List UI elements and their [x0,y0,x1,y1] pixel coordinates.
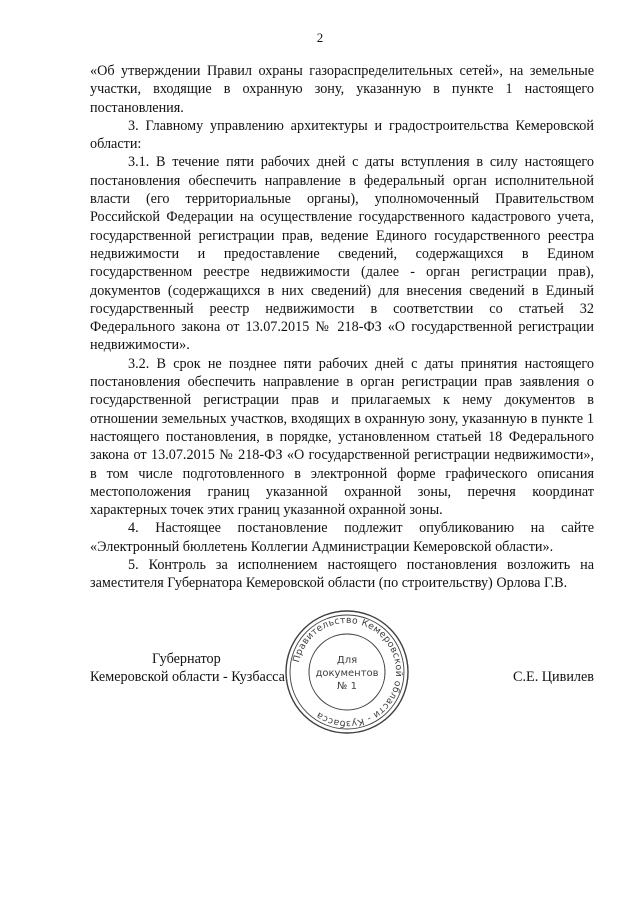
paragraph-intro: «Об утверждении Правил охраны газораспределительных сетей», на земельные участки, входящие в охранную зону, указанную в пункте 1 настоящего постановления. [90,63,594,116]
signatory-name: С.Е. Цивилев [513,669,594,685]
document-body [90,62,594,593]
stamp-ring-text: Правительство Кемеровской области - Кузбасса [290,614,405,730]
stamp-center-line1: Для [336,655,358,666]
stamp-center-line2: документов [315,668,379,679]
signatory-title-line2: Кемеровской области - Кузбасса [90,669,285,685]
paragraph-item-3-1: 3.1. В течение пяти рабочих дней с даты вступления в силу настоящего постановления обеспечить направление в федеральный орган исполнительной власти (его территориальные органы), уполномоченный Правительством Российской Федерации на осуществление государственного кадастрового учета, государственной регистрации прав, ведение Единого государственного реестра недвижимости и предоставление сведений, содержащихся в Едином государственном реестре недвижимости (далее - орган регистрации прав), документов (содержащихся в них сведений) для внесения сведений в Единый государственный реестр недвижимости в соответствии со статьей 32 Федерального закона от 13.07.2015 № 218-ФЗ «О государственной регистрации недвижимости». [90,154,594,354]
stamp-center-line3: № 1 [337,681,357,692]
paragraph-item-5: 5. Контроль за исполнением настоящего постановления возложить на заместителя Губернатора Кемеровской области (по строительству) Орлова Г.В. [90,557,594,592]
stamp-graphic [283,608,411,736]
official-stamp [283,608,411,736]
paragraph-item-4: 4. Настоящее постановление подлежит опубликованию на сайте «Электронный бюллетень Коллегии Администрации Кемеровской области». [90,520,594,555]
signatory-title-line1: Губернатор [152,651,221,667]
page-number: 2 [316,30,324,45]
paragraph-item-3: 3. Главному управлению архитектуры и градостроительства Кемеровской области: [90,117,594,153]
paragraph-item-3-2: 3.2. В срок не позднее пяти рабочих дней с даты принятия настоящего постановления обеспечить направление в орган регистрации прав заявления о государственной регистрации прав и прилагаемых к нему документов в отношении земельных участков, входящих в охранную зону, указанную в пункте 1 настоящего постановления, в порядке, установленном статьей 18 Федерального закона от 13.07.2015 № 218-ФЗ «О государственной регистрации недвижимости», в том числе подготовленного в электронной форме графического описания местоположения границ указанной охранной зоны, перечня координат характерных точек этих границ указанной охранной зоны. [90,355,594,519]
